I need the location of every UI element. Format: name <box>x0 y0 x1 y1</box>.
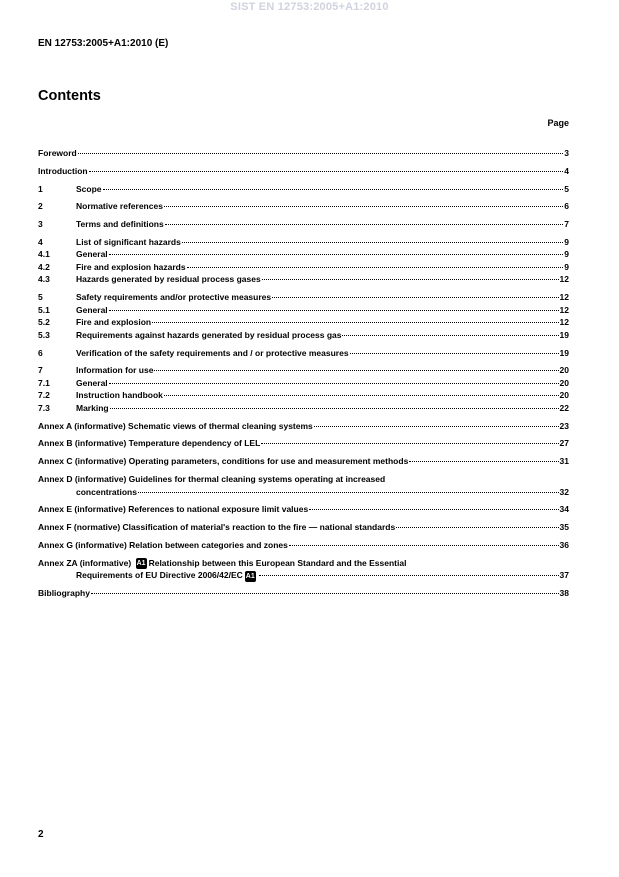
toc-entry-5-1[interactable] <box>38 304 569 317</box>
dot-leader <box>289 545 559 546</box>
toc-title: Hazards generated by residual process gases <box>76 274 261 285</box>
toc-page: 27 <box>559 438 569 449</box>
toc-title: List of significant hazards <box>76 236 181 247</box>
toc-entry-annex-c[interactable] <box>38 455 569 468</box>
toc-number: 4.2 <box>38 261 50 272</box>
dot-leader <box>350 353 559 354</box>
toc-number: 3 <box>38 219 43 230</box>
toc-page: 36 <box>559 539 569 550</box>
toc-entry-hazards[interactable] <box>38 236 569 249</box>
dot-leader <box>78 153 564 154</box>
dot-leader <box>154 370 558 371</box>
toc-title-line2: Requirements of EU Directive 2006/42/EC <box>76 570 243 581</box>
toc-page: 32 <box>559 486 569 497</box>
toc-title: General <box>76 377 108 388</box>
toc-title: Annex F (normative) Classification of material's reaction to the fire — national standards <box>38 522 396 533</box>
dot-leader <box>261 443 558 444</box>
toc-number: 7.3 <box>38 402 50 413</box>
toc-entry-verification[interactable] <box>38 347 569 360</box>
toc-page: 12 <box>559 292 569 303</box>
amendment-start-icon: A1 <box>136 560 146 567</box>
toc-entry-4-1[interactable] <box>38 248 569 261</box>
toc-page: 23 <box>559 420 569 431</box>
table-of-contents <box>38 147 569 600</box>
toc-title-line1: Annex D (informative) Guidelines for thermal cleaning systems operating at increased <box>38 474 386 485</box>
toc-entry-annex-f[interactable] <box>38 521 569 534</box>
dot-leader <box>309 509 558 510</box>
toc-page: 12 <box>559 317 569 328</box>
toc-title: Marking <box>76 402 109 413</box>
toc-entry-safety-requirements[interactable] <box>38 291 569 304</box>
toc-entry-annex-g[interactable] <box>38 539 569 552</box>
toc-entry-foreword[interactable] <box>38 147 569 160</box>
toc-title: Safety requirements and/or protective measures <box>76 292 272 303</box>
toc-number: 4 <box>38 236 43 247</box>
toc-number: 1 <box>38 183 43 194</box>
dot-leader <box>396 527 558 528</box>
toc-title-line2: concentrations <box>76 486 137 497</box>
dot-leader <box>164 206 563 207</box>
toc-title: Annex E (informative) References to national exposure limit values <box>38 504 309 515</box>
watermark: SIST EN 12753:2005+A1:2010 <box>230 1 389 13</box>
toc-entry-7-1[interactable] <box>38 377 569 390</box>
toc-page: 34 <box>559 504 569 515</box>
dot-leader <box>152 322 558 323</box>
toc-number: 7.1 <box>38 377 50 388</box>
toc-entry-annex-a[interactable] <box>38 420 569 433</box>
toc-page: 37 <box>559 570 569 581</box>
toc-page: 7 <box>564 219 569 230</box>
toc-page: 9 <box>564 261 569 272</box>
toc-page: 4 <box>564 165 569 176</box>
toc-entry-normative-references[interactable] <box>38 200 569 213</box>
toc-number: 7 <box>38 365 43 376</box>
toc-number: 2 <box>38 201 43 212</box>
dot-leader <box>89 171 564 172</box>
toc-entry-annex-b[interactable] <box>38 437 569 450</box>
toc-page: 20 <box>559 377 569 388</box>
toc-page: 31 <box>559 456 569 467</box>
toc-title: General <box>76 304 108 315</box>
toc-page: 19 <box>559 347 569 358</box>
toc-number: 5.2 <box>38 317 50 328</box>
toc-title: Annex C (informative) Operating parameters, conditions for use and measurement methods <box>38 456 409 467</box>
toc-page: 12 <box>559 304 569 315</box>
toc-entry-4-3[interactable] <box>38 273 569 286</box>
toc-number: 5.3 <box>38 329 50 340</box>
toc-page: 35 <box>559 522 569 533</box>
toc-number: 7.2 <box>38 390 50 401</box>
dot-leader <box>182 242 563 243</box>
toc-entry-annex-za[interactable] <box>38 557 569 582</box>
toc-title: Information for use <box>76 365 154 376</box>
toc-entry-7-2[interactable] <box>38 389 569 402</box>
dot-leader <box>109 383 559 384</box>
toc-entry-information-for-use[interactable] <box>38 364 569 377</box>
toc-number: 4.1 <box>38 249 50 260</box>
toc-entry-annex-e[interactable] <box>38 503 569 516</box>
dot-leader <box>259 575 559 576</box>
toc-title: Foreword <box>38 148 77 158</box>
dot-leader <box>409 461 558 462</box>
toc-entry-4-2[interactable] <box>38 261 569 274</box>
toc-title: Annex G (informative) Relation between categories and zones <box>38 539 288 550</box>
toc-title-line1: Relationship between this European Standard and the Essential <box>148 557 407 568</box>
toc-entry-scope[interactable] <box>38 183 569 196</box>
toc-title: Instruction handbook <box>76 390 163 401</box>
document-id: EN 12753:2005+A1:2010 (E) <box>38 38 169 49</box>
toc-page: 9 <box>564 249 569 260</box>
toc-title: Fire and explosion hazards <box>76 261 186 272</box>
toc-page: 5 <box>564 183 569 194</box>
dot-leader <box>314 426 559 427</box>
toc-title: General <box>76 249 108 260</box>
contents-title: Contents <box>38 88 101 104</box>
toc-title: Terms and definitions <box>76 219 164 230</box>
toc-entry-terms-definitions[interactable] <box>38 218 569 231</box>
dot-leader <box>138 492 559 493</box>
dot-leader <box>165 224 564 225</box>
dot-leader <box>164 395 559 396</box>
toc-page: 20 <box>559 390 569 401</box>
dot-leader <box>187 267 564 268</box>
toc-number: 4.3 <box>38 274 50 285</box>
dot-leader <box>91 593 559 594</box>
toc-number: 6 <box>38 347 43 358</box>
toc-entry-introduction[interactable] <box>38 165 569 178</box>
page-column-label: Page <box>547 118 569 128</box>
dot-leader <box>109 254 564 255</box>
toc-entry-annex-d[interactable] <box>38 473 569 498</box>
toc-title: Verification of the safety requirements and / or protective measures <box>76 347 349 358</box>
toc-title: Fire and explosion <box>76 317 152 328</box>
toc-page: 9 <box>564 236 569 247</box>
toc-page: 6 <box>564 201 569 212</box>
toc-number: 5 <box>38 292 43 303</box>
toc-number: 5.1 <box>38 304 50 315</box>
dot-leader <box>103 189 564 190</box>
page-number: 2 <box>38 829 44 840</box>
dot-leader <box>342 335 558 336</box>
toc-title: Annex A (informative) Schematic views of thermal cleaning systems <box>38 420 313 431</box>
dot-leader <box>272 297 558 298</box>
toc-title: Introduction <box>38 165 88 176</box>
dot-leader <box>109 310 559 311</box>
toc-page: 22 <box>559 402 569 413</box>
toc-title: Requirements against hazards generated by residual process gas <box>76 329 342 340</box>
toc-page: 12 <box>559 274 569 285</box>
dot-leader <box>262 279 559 280</box>
toc-entry-7-3[interactable] <box>38 402 569 415</box>
toc-entry-5-3[interactable] <box>38 329 569 342</box>
toc-page: 38 <box>559 588 569 599</box>
toc-page: 20 <box>559 365 569 376</box>
toc-title: Bibliography <box>38 588 90 599</box>
toc-page: 19 <box>559 329 569 340</box>
toc-title: Normative references <box>76 201 163 212</box>
toc-entry-bibliography[interactable] <box>38 587 569 600</box>
toc-entry-5-2[interactable] <box>38 316 569 329</box>
toc-title-prefix: Annex ZA (informative) <box>38 557 132 568</box>
toc-title: Annex B (informative) Temperature dependency of LEL <box>38 438 261 449</box>
toc-page: 3 <box>564 148 569 158</box>
amendment-end-icon: A1 <box>245 572 255 580</box>
toc-title: Scope <box>76 183 102 194</box>
dot-leader <box>110 408 559 409</box>
